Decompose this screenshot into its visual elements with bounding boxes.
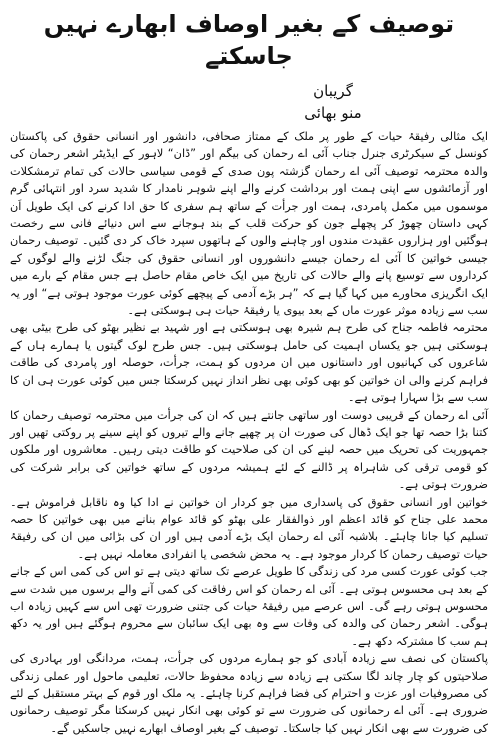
author-name: منو بھائی [304,104,362,122]
article-paragraph: محترمہ فاطمہ جناح کی طرح ہم شیرہ بھی ہوسکتی ہے اور شہید بے نظیر بھٹو کی طرح بیٹی بھی ہوسکتی ہیں جو یکساں اہمیت کی حامل ہوسکتی ہیں۔ جس طرح لوک گیتوں یا ہمارے ہاں کے شاعروں کی کہانیوں اور داستانوں میں ان مردوں کو ہمت، جرأت، حوصلہ اور پامردی کی طاقت فراہم کرنے والی ان خواتین کو بھی کوئی بھی نظر انداز نہیں کرسکتا جس میں کوئی عورت ہی ان کا سب سے بڑا سہارا ہوتی ہے۔ [10,321,488,405]
column-name: گریبان [313,82,353,100]
article-headline: توصیف کے بغیر اوصاف ابھارے نہیں جاسکتے [43,10,455,70]
article-body [10,128,488,737]
byline [278,80,388,124]
article-paragraph: ایک مثالی رفیقۂ حیات کے طور پر ملک کے ممتاز صحافی، دانشور اور انسانی حقوق کی پاکستان کونسل کے سیکرٹری جنرل جناب آئی اے رحمان کی بیگم اور ”ڈان“ لاہور کے ایڈیٹر اشعر رحمان کی والدہ محترمہ توصیف آئی اے رحمان گزشتہ پون صدی کے قومی سیاسی حالات کی تمام ترمشکلات اور آزمائشوں سے اپنی ہمت اور برداشت کرنے والے اپنے شوہر نامدار کا شدید سرد اور انتہائی گرم موسموں میں مکمل پامردی، ہمت اور جرأت کے ساتھ ہم سفری کا حق ادا کرنے کی ایک طویل اَن کہی داستان چھوڑ کر پچھلے جون کو حرکت قلب کے بند ہوجانے سے اس دنیائے فانی سے رخصت ہوگئیں اور ہزاروں عقیدت مندوں اور چاہنے والوں کے ہاتھوں سپرد خاک کر دی گئیں۔ توصیف رحمان جیسی خواتین کا آئی اے رحمان جیسے دانشوروں اور انسانی حقوق کی جنگ لڑنے والے لوگوں کے کرداروں سے توسیع پانے والے حالات کی تاریخ میں ایک خاص مقام حاصل ہے جس مقام کے بارے میں ایک انگریزی محاورے میں کہا گیا ہے کہ ”ہر بڑے آدمی کے پیچھے کوئی عورت موجود ہوتی ہے“ اور یہ سب سے زیادہ موثر عورت ماں کے بعد بیوی یا رفیقۂ حیات ہی ہوسکتی ہے۔ [10,130,488,318]
byline-row [10,80,388,124]
article-paragraph: خواتین اور انسانی حقوق کی پاسداری میں جو کردار ان خواتین نے ادا کیا وہ ناقابل فراموش ہے۔ محمد علی جناح کو قائد اعظم اور ذوالفقار علی بھٹو کو قائد عوام بنانے میں بھی خواتین کا حصہ تسلیم کیا جانا چاہئے۔ بلاشبہ آئی اے رحمان ایک بڑے آدمی ہیں اور ان کی بڑائی میں ان کی رفیقۂ حیات توصیف رحمان کا کردار موجود ہے۔ یہ محض شخصی یا انفرادی معاملہ نہیں ہے۔ [10,495,488,561]
article-paragraph: آئی اے رحمان کے قریبی دوست اور ساتھی جانتے ہیں کہ ان کی جرأت میں محترمہ توصیف رحمان کا کتنا بڑا حصہ تھا جو ایک ڈھال کی صورت ان پر چھپے جانے والے تیروں کو اپنے سینے پر روکتی تھیں اور جمہوریت کی تحریک میں حصہ لینے کی ان کی صلاحیت کو طاقت دیتی رہیں۔ معاشروں اور ملکوں کو قومی ترقی کی شاہراہ پر ڈالنے کے لئے ہمیشہ مردوں کے ساتھ خواتین کی برابر شرکت کی ضرورت ہوتی ہے۔ [10,408,488,492]
article-paragraph: پاکستان کی نصف سے زیادہ آبادی کو جو ہمارے مردوں کی جرأت، ہمت، مردانگی اور بہادری کی صلاحیتوں کو چار چاند لگا سکتی ہے زیادہ سے زیادہ محفوظ حالات، تعلیمی ماحول اور عملی زندگی کی مصروفیات اور عزت و احترام کی فضا فراہم کرنا چاہئے۔ یہ ملک اور قوم کے بہتر مستقبل کے لئے ضروری ہے۔ آئی اے رحمانوں کی ضرورت سے تو کوئی بھی انکار نہیں کرسکتا مگر توصیف رحمانوں کی ضرورت سے بھی انکار نہیں کیا جاسکتا۔ توصیف کے بغیر اوصاف ابھارے نہیں جاسکیں گے۔ [10,652,488,735]
article-paragraph: جب کوئی عورت کسی مرد کی زندگی کا طویل عرصے تک ساتھ دیتی ہے تو اس کی کمی اس کے جانے کے بعد ہی محسوس ہوتی ہے۔ آئی اے رحمان کو اس رفاقت کی کمی آنے والے برسوں میں شدت سے محسوس ہوتی رہے گی۔ اس عرصے میں رفیقۂ حیات کی جتنی ضرورت تھی اس سے کہیں زیادہ اب ہوگی۔ اشعر رحمان کی والدہ کی وفات سے وہ بھی ایک سائبان سے محروم ہوگئے ہیں اور یہ دکھ ہم سب کا مشترکہ دکھ ہے۔ [10,565,488,648]
